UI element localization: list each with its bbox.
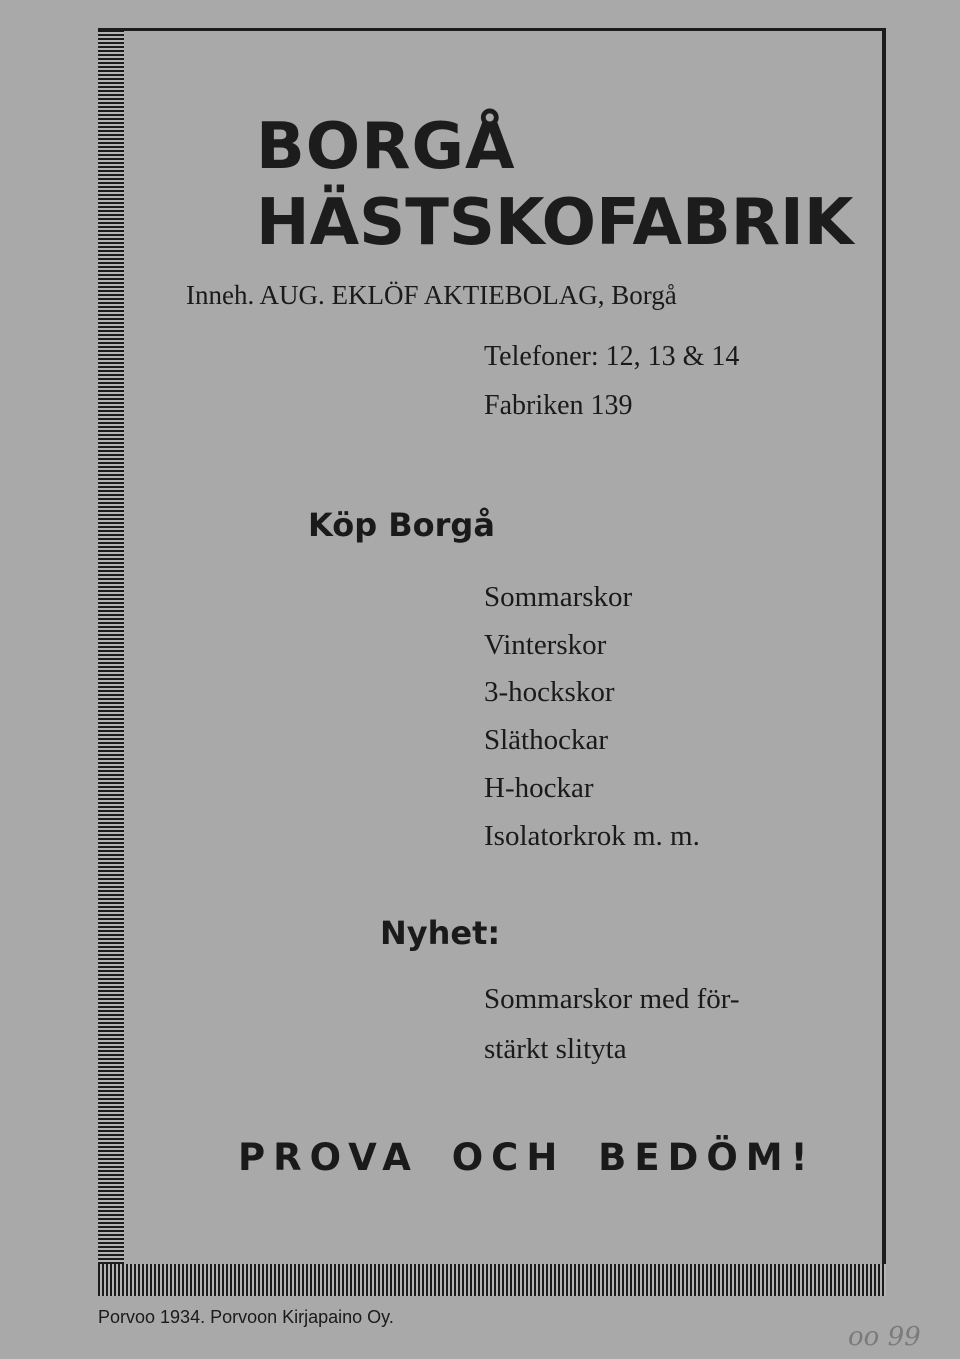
product-item: 3-hockskor: [484, 676, 615, 709]
owner-line: Inneh. AUG. EKLÖF AKTIEBOLAG, Borgå: [186, 280, 677, 310]
decorative-stripe-left: [98, 30, 124, 1296]
news-text-line-1: Sommarskor med för-: [484, 983, 740, 1015]
frame-right-border: [882, 28, 886, 1294]
title-line-1: BORGÅ: [256, 110, 516, 184]
product-list: [484, 574, 700, 860]
product-item: H-hockar: [484, 771, 594, 804]
phone-numbers: Telefoner: 12, 13 & 14: [484, 341, 740, 372]
factory-phone: Fabriken 139: [484, 390, 633, 421]
product-item: Släthockar: [484, 724, 609, 757]
product-item: Isolatorkrok m. m.: [484, 819, 700, 852]
frame-top-border: [98, 28, 886, 31]
printer-footer: Porvoo 1934. Porvoon Kirjapaino Oy.: [98, 1307, 394, 1327]
news-heading: Nyhet:: [380, 914, 501, 952]
slogan: PROVA OCH BEDÖM!: [238, 1136, 816, 1179]
product-item: Vinterskor: [484, 628, 607, 661]
title-line-2: HÄSTSKOFABRIK: [256, 186, 854, 260]
news-text-line-2: stärkt slityta: [484, 1033, 627, 1065]
product-item: Sommarskor: [484, 581, 633, 613]
decorative-stripe-bottom: [98, 1264, 886, 1296]
buy-heading: Köp Borgå: [308, 506, 495, 544]
handwritten-note: oo 99: [848, 1322, 921, 1352]
